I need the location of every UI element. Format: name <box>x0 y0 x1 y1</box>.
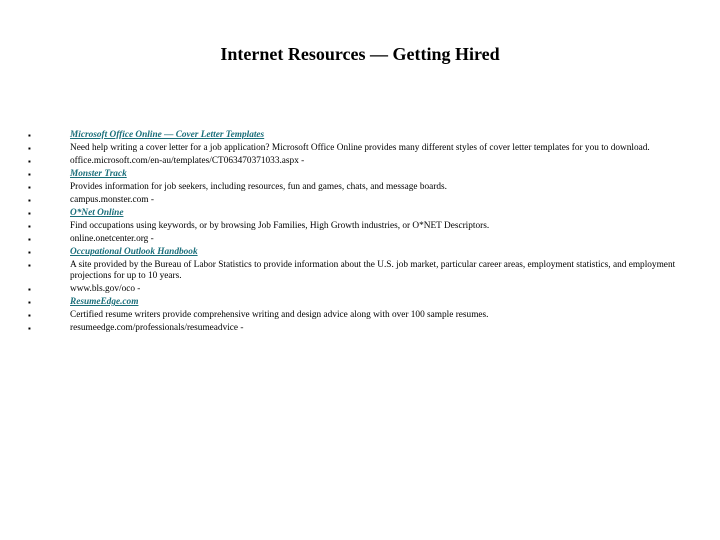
item-description: Certified resume writers provide comprehensive writing and design advice along with over 100 sample resumes. <box>70 310 489 321</box>
bullet-icon: ▪ <box>28 235 31 244</box>
list-item <box>28 247 678 258</box>
item-url: online.onetcenter.org - <box>70 234 154 244</box>
list-item <box>28 310 678 321</box>
list-item <box>28 260 678 282</box>
item-url: www.bls.gov/oco - <box>70 284 141 295</box>
bullet-icon: ▪ <box>28 157 31 166</box>
list-item <box>28 182 678 193</box>
list-item <box>28 169 678 180</box>
list-item <box>28 208 678 219</box>
bullet-icon: ▪ <box>28 196 31 205</box>
bullet-icon: ▪ <box>28 183 31 192</box>
item-description: Need help writing a cover letter for a job application? Microsoft Office Online provides many different styles of cover letter templates for you to download. <box>70 143 650 153</box>
bullet-icon: ▪ <box>28 324 31 334</box>
list-item <box>28 195 678 206</box>
item-description: A site provided by the Bureau of Labor Statistics to provide information about the U.S. job market, particular career areas, employment statistics, and employment projections for up to 10 years. <box>70 260 676 282</box>
list-item <box>28 284 678 295</box>
list-item <box>28 297 678 308</box>
bullet-icon: ▪ <box>28 209 31 218</box>
list-item <box>28 221 678 232</box>
item-description: Provides information for job seekers, including resources, fun and games, chats, and message boards. <box>70 182 447 192</box>
link-ms-office-cover-letters[interactable]: Microsoft Office Online — Cover Letter Templates <box>70 130 265 140</box>
bullet-icon: ▪ <box>28 298 31 308</box>
item-description: Find occupations using keywords, or by browsing Job Families, High Growth industries, or O*NET Descriptors. <box>70 221 490 231</box>
item-url: campus.monster.com - <box>70 195 154 205</box>
bullet-icon: ▪ <box>28 131 31 140</box>
bullet-icon: ▪ <box>28 311 31 321</box>
list-item <box>28 143 678 154</box>
list-item <box>28 130 678 141</box>
link-occupational-outlook-handbook[interactable]: Occupational Outlook Handbook <box>70 247 198 257</box>
link-monster-track[interactable]: Monster Track <box>70 169 127 179</box>
bullet-icon: ▪ <box>28 248 31 257</box>
slide-title: Internet Resources — Getting Hired <box>220 44 500 64</box>
link-resumeedge[interactable]: ResumeEdge.com <box>70 297 139 308</box>
list-item <box>28 323 678 334</box>
list-item <box>28 234 678 245</box>
bullet-icon: ▪ <box>28 170 31 179</box>
item-url: resumeedge.com/professionals/resumeadvice - <box>70 323 244 334</box>
resource-list <box>28 130 678 336</box>
item-url: office.microsoft.com/en-au/templates/CT063470371033.aspx - <box>70 156 305 166</box>
bullet-icon: ▪ <box>28 144 31 153</box>
list-item <box>28 156 678 167</box>
bullet-icon: ▪ <box>28 222 31 231</box>
link-onet-online[interactable]: O*Net Online <box>70 208 124 218</box>
bullet-icon: ▪ <box>28 261 31 270</box>
bullet-icon: ▪ <box>28 285 31 295</box>
